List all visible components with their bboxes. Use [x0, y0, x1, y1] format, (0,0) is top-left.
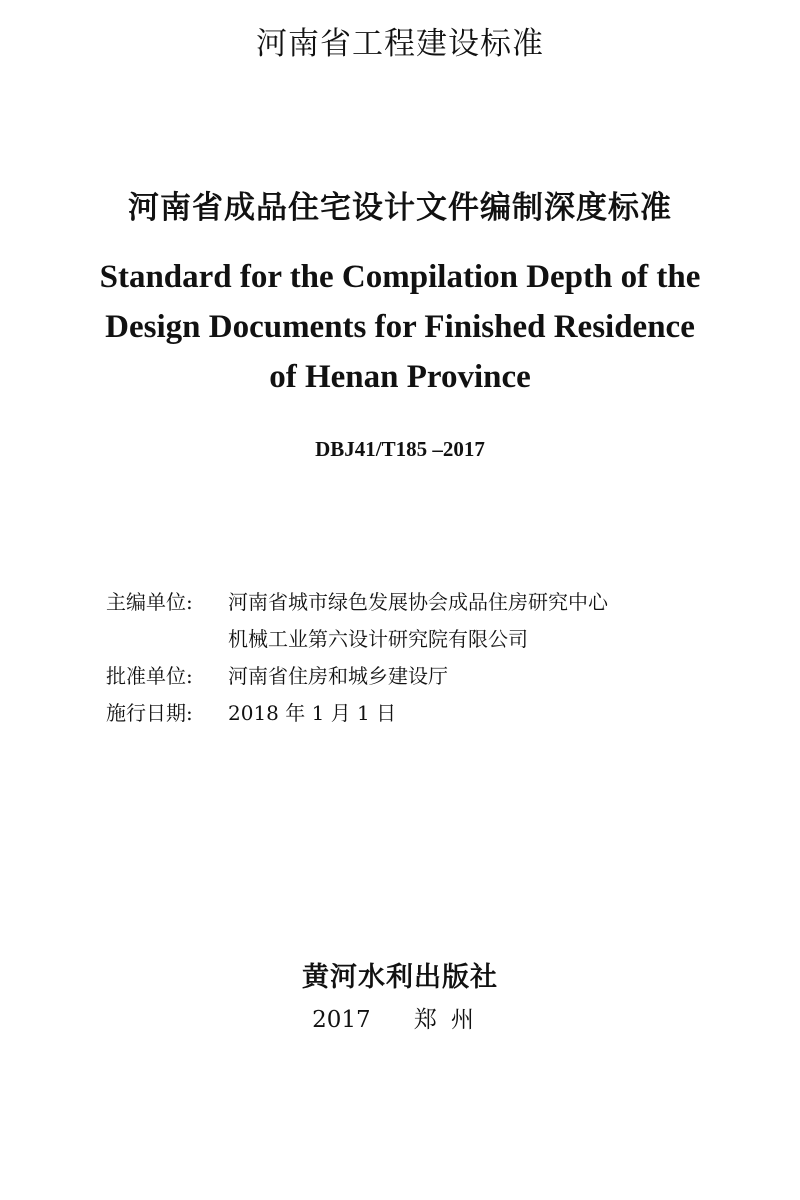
chief-editor-unit: 河南省城市绿色发展协会成品住房研究中心: [228, 590, 608, 614]
chief-editor-row: [106, 584, 766, 621]
standard-code: DBJ41/T185 –2017: [315, 437, 485, 461]
series-title: 河南省工程建设标准: [256, 26, 544, 62]
title-english-line: Standard for the Compilation Depth of the: [99, 259, 701, 295]
chief-editor-label: 主编单位:: [106, 590, 193, 614]
info-block: [106, 584, 766, 732]
effective-date-value: 2018 年 1 月 1 日: [228, 701, 397, 725]
publication-info: [0, 1003, 800, 1037]
chief-editor-unit: 机械工业第六设计研究院有限公司: [228, 627, 528, 651]
title-english-line: of Henan Province: [269, 359, 531, 395]
effective-date-label: 施行日期:: [106, 701, 193, 725]
title-chinese: 河南省成品住宅设计文件编制深度标准: [128, 190, 672, 226]
approval-label: 批准单位:: [106, 664, 193, 688]
approval-row: [106, 658, 766, 695]
chief-editor-row-continued: [106, 621, 766, 658]
effective-date-row: [106, 695, 766, 732]
title-english: [0, 252, 800, 402]
title-english-line: Design Documents for Finished Residence: [105, 309, 695, 345]
approval-unit: 河南省住房和城乡建设厅: [228, 664, 448, 688]
publication-year: 2017: [312, 1007, 371, 1033]
publication-city: 郑州: [413, 1007, 488, 1033]
publisher-name: 黄河水利出版社: [302, 962, 498, 993]
